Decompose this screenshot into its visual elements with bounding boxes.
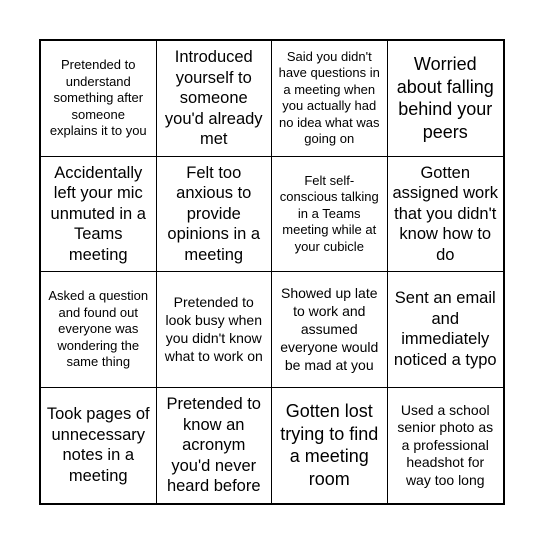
cell-text: Took pages of unnecessary notes in a meeting [46, 405, 150, 485]
bingo-cell[interactable] [41, 41, 157, 157]
bingo-cell[interactable] [41, 157, 157, 273]
bingo-cell[interactable] [157, 272, 273, 388]
bingo-cell[interactable] [388, 41, 504, 157]
cell-text: Asked a question and found out everyone was wondering the same thing [48, 288, 149, 369]
bingo-cell[interactable] [272, 388, 388, 504]
cell-text: Showed up late to work and assumed everyone would be mad at you [280, 285, 379, 374]
bingo-cell[interactable] [157, 41, 273, 157]
cell-text: Pretended to understand something after someone explains it to you [49, 57, 147, 138]
bingo-cell[interactable] [41, 272, 157, 388]
bingo-cell[interactable] [388, 388, 504, 504]
cell-text: Felt self-conscious talking in a Teams meeting while at your cubicle [279, 172, 379, 254]
cell-text: Worried about falling behind your peers [396, 54, 494, 142]
bingo-cell[interactable] [388, 272, 504, 388]
cell-text: Introduced yourself to someone you'd already met [164, 48, 263, 148]
bingo-cell[interactable] [157, 388, 273, 504]
cell-text: Accidentally left your mic unmuted in a Teams meeting [50, 163, 146, 264]
bingo-cell[interactable] [388, 157, 504, 273]
bingo-cell[interactable] [41, 388, 157, 504]
cell-text: Felt too anxious to provide opinions in a meeting [167, 163, 261, 264]
bingo-board [39, 39, 505, 505]
bingo-cell[interactable] [272, 41, 388, 157]
cell-text: Used a school senior photo as a professional headshot for way too long [397, 401, 494, 488]
bingo-cell[interactable] [272, 157, 388, 273]
cell-text: Sent an email and immediately noticed a typo [393, 289, 497, 369]
cell-text: Pretended to know an acronym you'd never heard before [166, 395, 261, 495]
cell-text: Gotten assigned work that you didn't know how to do [392, 163, 498, 264]
cell-text: Said you didn't have questions in a meeting when you actually had no idea what was going on [278, 48, 380, 147]
bingo-cell[interactable] [157, 157, 273, 273]
cell-text: Gotten lost trying to find a meeting room [280, 401, 379, 489]
bingo-cell[interactable] [272, 272, 388, 388]
cell-text: Pretended to look busy when you didn't know what to work on [164, 294, 263, 365]
